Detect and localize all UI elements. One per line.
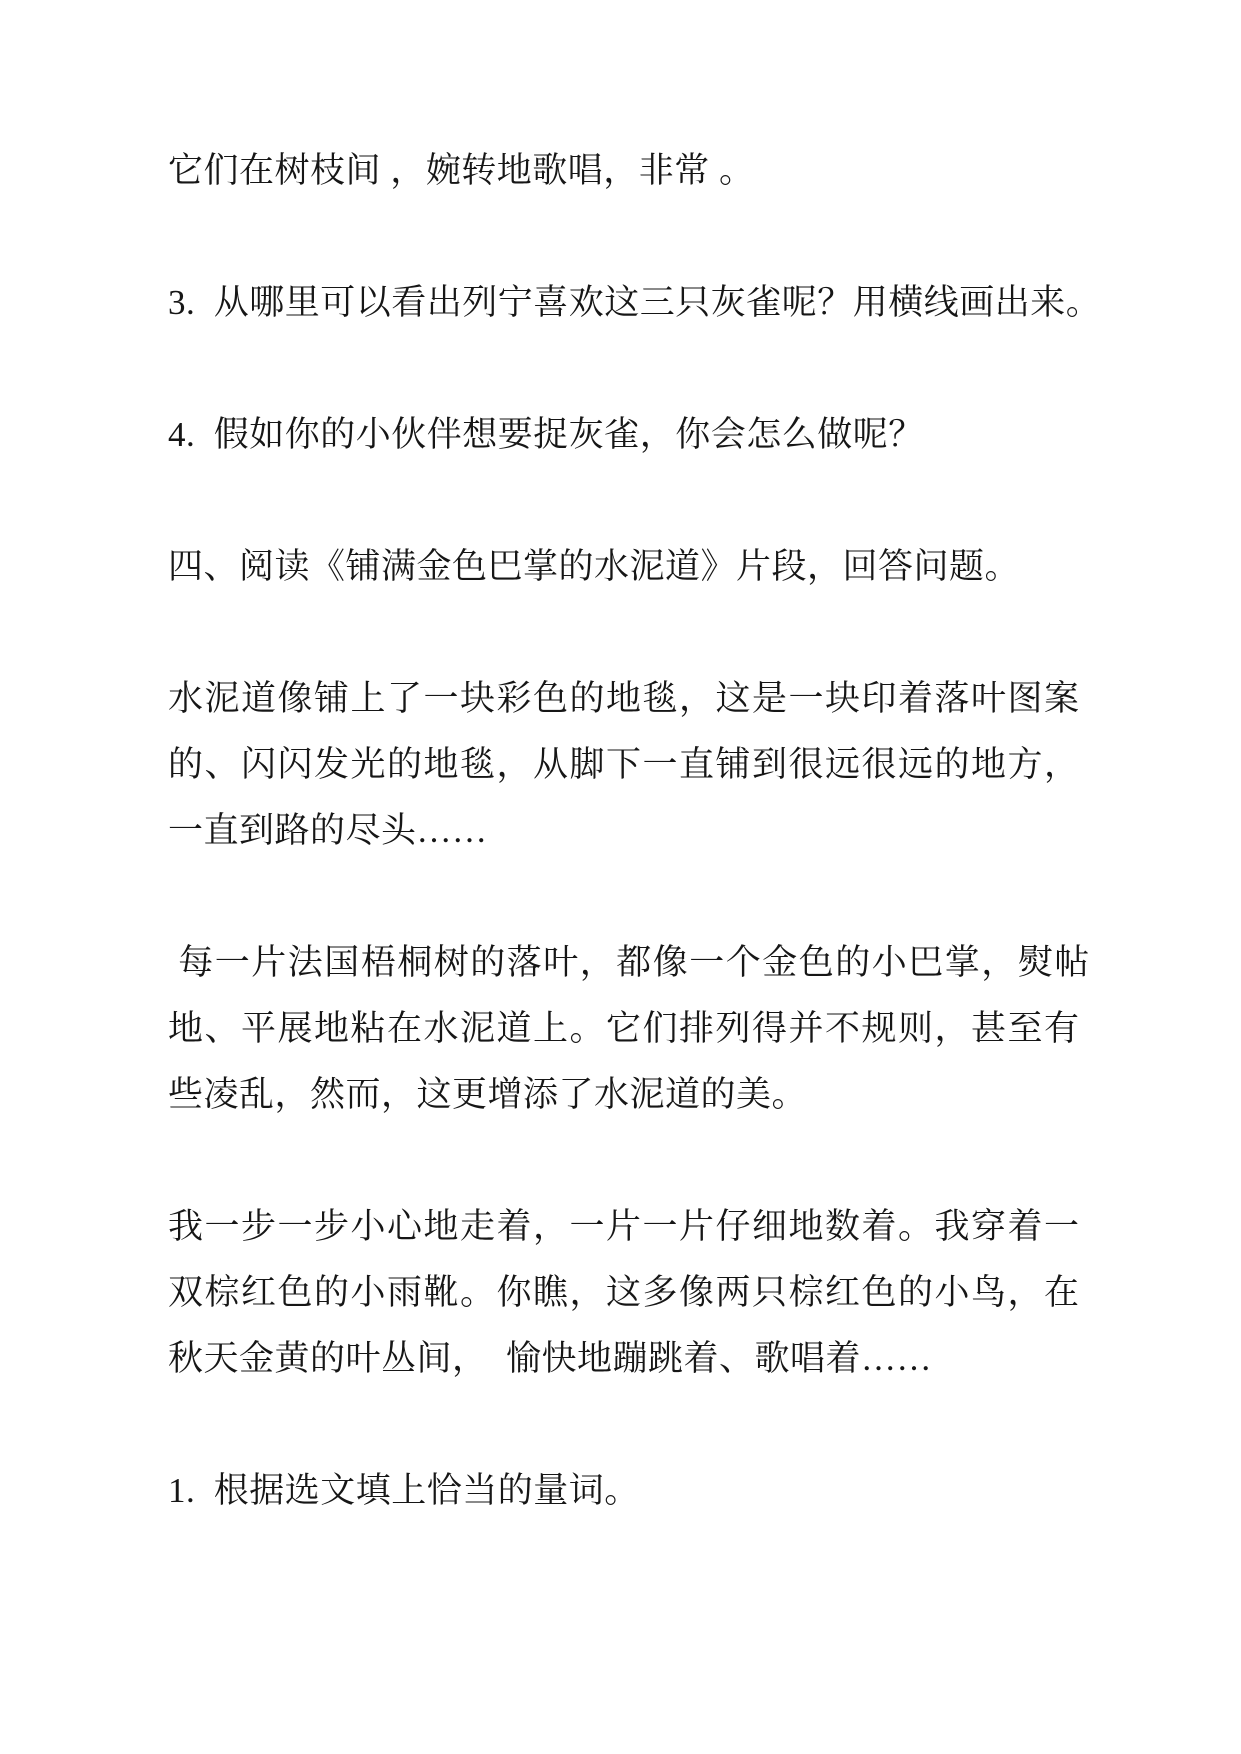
passage-paragraph-3 (168, 1194, 1111, 1392)
text-line: 1. 根据选文填上恰当的量词。 (168, 1471, 640, 1510)
question-4 (168, 402, 1111, 468)
text-line: 的、闪闪发光的地毯，从脚下一直铺到很远很远的地方， (168, 745, 1081, 784)
text-line: 4. 假如你的小伙伴想要捉灰雀，你会怎么做呢？ (168, 415, 924, 454)
passage-paragraph-2 (168, 930, 1111, 1128)
text-line: 我一步一步小心地走着，一片一片仔细地数着。我穿着一 (168, 1207, 1081, 1246)
section-heading-4 (168, 534, 1111, 600)
fill-blank-sentence (168, 138, 1111, 204)
text-line: 地、平展地粘在水泥道上。它们排列得并不规则，甚至有 (168, 1009, 1081, 1048)
text-line: 3. 从哪里可以看出列宁喜欢这三只灰雀呢？用横线画出来。 (168, 283, 1102, 322)
question-3 (168, 270, 1111, 336)
text-line: 些凌乱，然而，这更增添了水泥道的美。 (168, 1075, 808, 1114)
text-line: 一直到路的尽头…… (168, 811, 488, 850)
document-body (168, 138, 1111, 1524)
text-line: 秋天金黄的叶丛间， 愉快地蹦跳着、歌唱着…… (168, 1339, 933, 1378)
passage-paragraph-1 (168, 666, 1111, 864)
text-line: 每一片法国梧桐树的落叶，都像一个金色的小巴掌，熨帖 (168, 943, 1091, 982)
text-line: 它们在树枝间 ，婉转地歌唱，非常 。 (168, 151, 755, 190)
text-line: 双棕红色的小雨靴。你瞧，这多像两只棕红色的小鸟，在 (168, 1273, 1081, 1312)
text-line: 四、阅读《铺满金色巴掌的水泥道》片段，回答问题。 (168, 547, 1021, 586)
question-1 (168, 1458, 1111, 1524)
text-line: 水泥道像铺上了一块彩色的地毯，这是一块印着落叶图案 (168, 679, 1081, 718)
